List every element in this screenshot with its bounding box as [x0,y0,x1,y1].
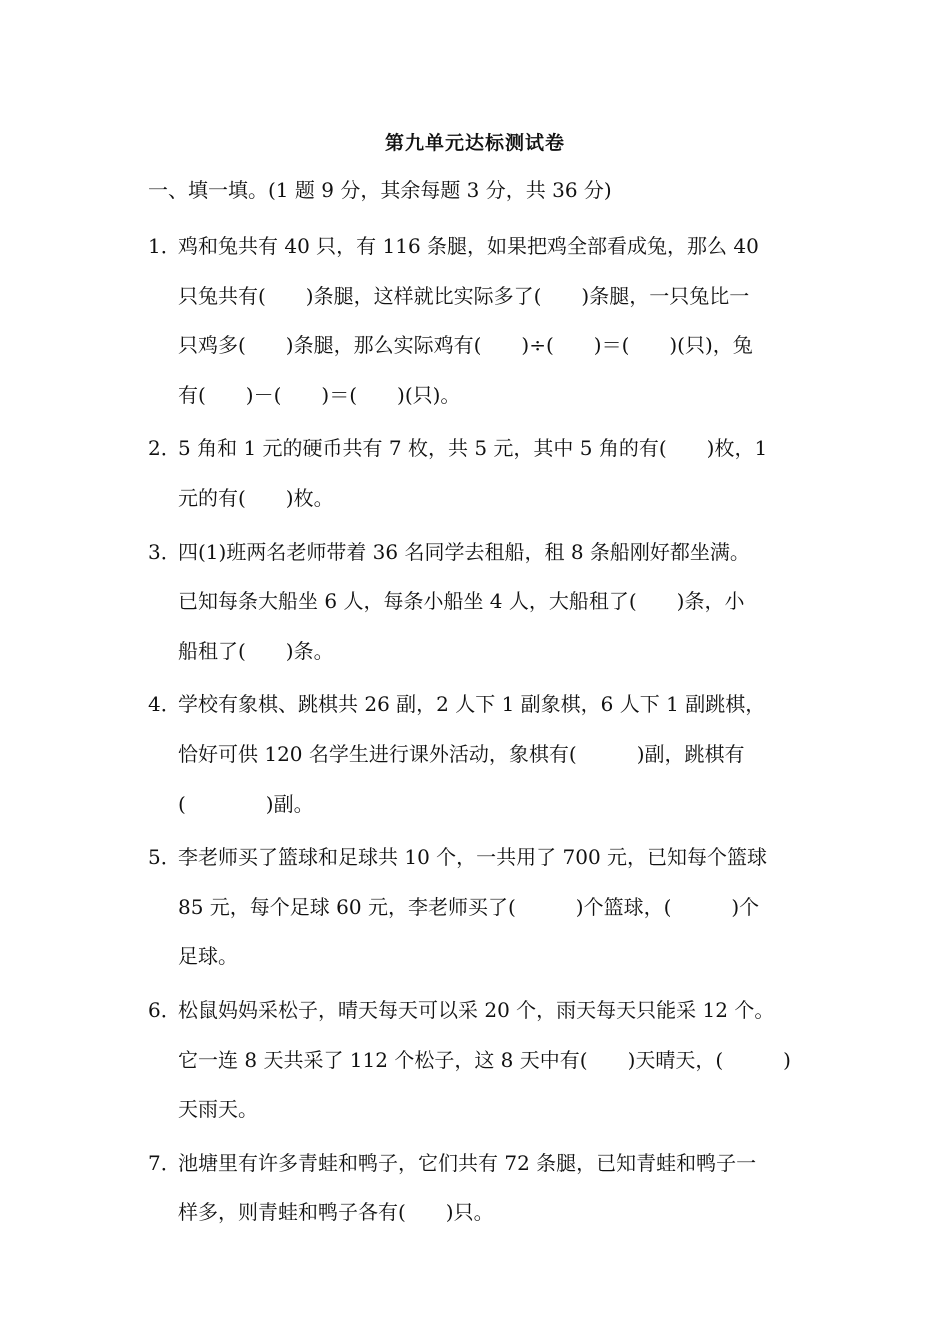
question-number: 1． [148,234,181,258]
question-text [148,528,818,677]
question-item [148,528,818,677]
question-line: 李老师买了篮球和足球共 10 个，一共用了 700 元，已知每个篮球 [178,845,768,870]
question-number: 7． [148,1150,181,1175]
question-number: 3． [148,539,181,564]
question-line: 恰好可供 120 名学生进行课外活动，象棋有( )副，跳棋有 [178,741,745,766]
question-line: 只鸡多( )条腿，那么实际鸡有( )÷( )＝( )(只)，兔 [178,333,753,358]
question-text [148,833,818,982]
page-title: 第九单元达标测试卷 [384,132,565,154]
question-line: 天雨天。 [178,1097,258,1122]
question-item [148,680,818,829]
question-line: 85 元，每个足球 60 元，李老师买了( )个篮球，( )个 [178,894,760,919]
question-item [148,1139,818,1238]
question-text [148,986,818,1135]
question-line: 松鼠妈妈采松子，晴天每天可以采 20 个，雨天每天只能采 12 个。 [178,997,775,1022]
question-number: 4． [148,692,181,717]
question-line: ( )副。 [178,791,314,816]
question-line: 元的有( )枚。 [178,485,334,510]
question-line: 四(1)班两名老师带着 36 名同学去租船，租 8 条船刚好都坐满。 [178,539,750,564]
question-line: 学校有象棋、跳棋共 26 副，2 人下 1 副象棋，6 人下 1 副跳棋， [178,692,766,717]
question-number: 2． [148,436,181,461]
question-line: 有( )－( )＝( )(只)。 [178,382,461,407]
question-item [148,222,818,420]
question-line: 只兔共有( )条腿，这样就比实际多了( )条腿，一只兔比一 [178,283,750,308]
question-number: 5． [148,845,181,870]
section-heading: 一、填一填。(1 题 9 分，其余每题 3 分，共 36 分) [148,178,612,202]
question-item [148,424,818,523]
question-number: 6． [148,997,181,1022]
question-line: 船租了( )条。 [178,638,334,663]
question-item [148,986,818,1135]
question-text [148,680,818,829]
question-list [148,222,818,1242]
question-text [148,1139,818,1238]
question-item [148,833,818,982]
question-line: 鸡和兔共有 40 只，有 116 条腿，如果把鸡全部看成兔，那么 40 [178,234,759,258]
question-line: 5 角和 1 元的硬币共有 7 枚，共 5 元，其中 5 角的有( )枚，1 [178,436,768,461]
question-line: 已知每条大船坐 6 人，每条小船坐 4 人，大船租了( )条，小 [178,589,745,614]
question-line: 足球。 [178,944,238,969]
question-line: 样多，则青蛙和鸭子各有( )只。 [178,1200,494,1225]
question-text [148,222,818,420]
question-text [148,424,818,523]
question-line: 它一连 8 天共采了 112 个松子，这 8 天中有( )天晴天，( ) [178,1047,791,1072]
question-line: 池塘里有许多青蛙和鸭子，它们共有 72 条腿，已知青蛙和鸭子一 [178,1150,757,1175]
